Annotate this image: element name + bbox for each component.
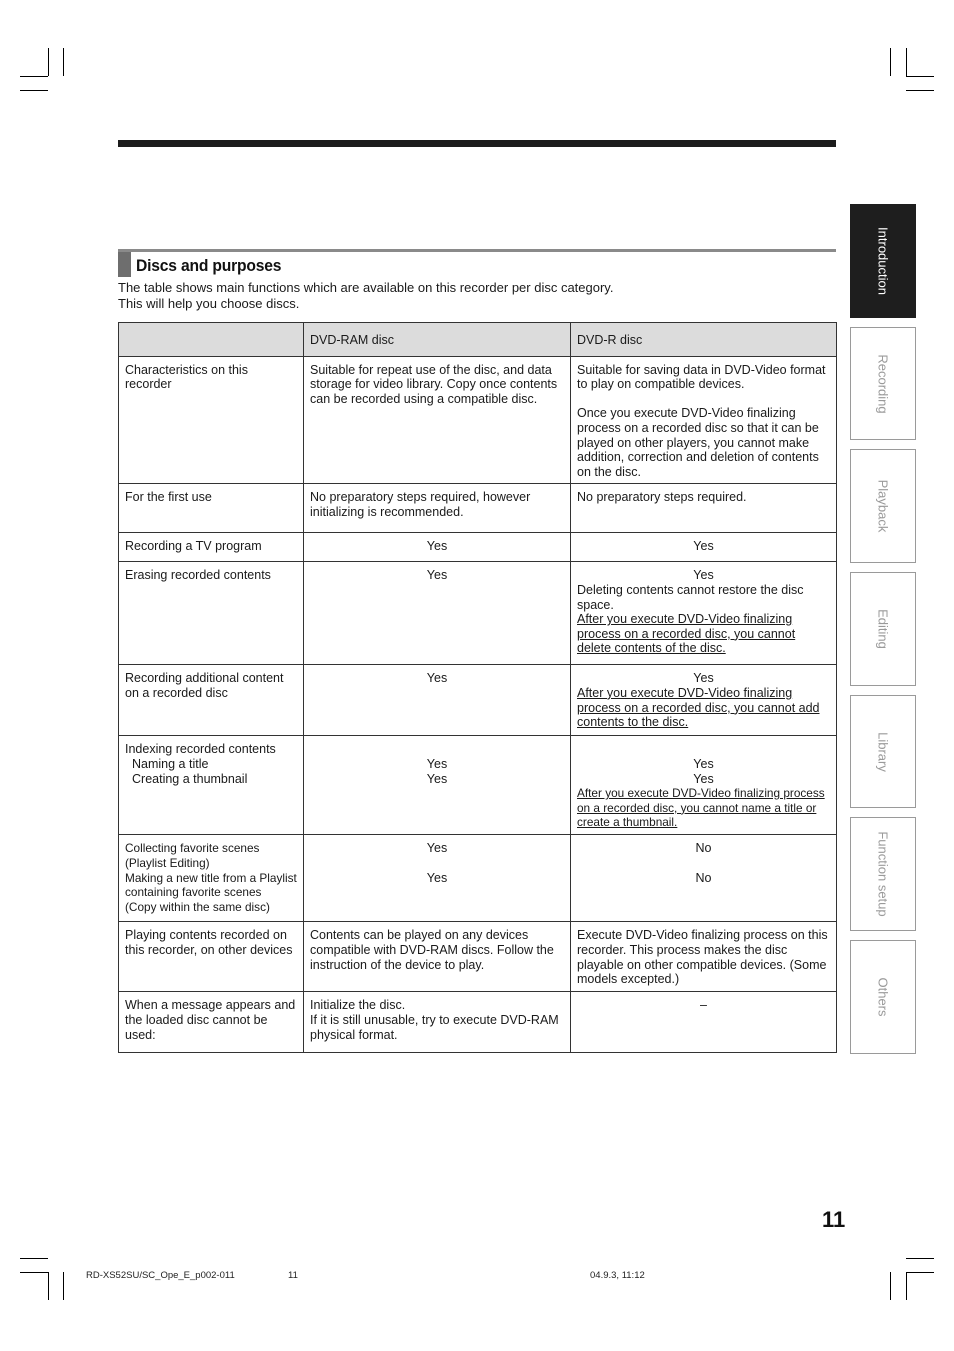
- dvd-r-cell: –: [571, 992, 837, 1053]
- dvd-r-underlined-note: After you execute DVD-Video finalizing process on a recorded disc, you cannot name a title or create a thumbnail.: [577, 786, 825, 830]
- intro-line: The table shows main functions which are available on this recorder per disc category.: [118, 280, 614, 295]
- table-row: [119, 835, 837, 922]
- dvd-r-cell: [571, 665, 837, 736]
- row-label: For the first use: [119, 484, 304, 533]
- crop-mark: [20, 1272, 48, 1273]
- dvd-r-cell: [571, 356, 837, 484]
- table-row: [119, 356, 837, 484]
- dvd-r-yes: Yes: [693, 756, 714, 771]
- dvd-r-yes: Yes: [693, 771, 714, 786]
- table-row: [119, 736, 837, 835]
- dvd-ram-cell: Contents can be played on any devices compatible with DVD-RAM discs. Follow the instruction of the device to play.: [304, 922, 571, 992]
- crop-mark: [906, 1272, 934, 1273]
- dvd-ram-cell: Yes: [304, 562, 571, 665]
- tab-others[interactable]: [850, 940, 916, 1054]
- table-row: [119, 665, 837, 736]
- dvd-ram-cell: [304, 835, 571, 922]
- dvd-r-no: No: [695, 870, 712, 885]
- row-label-text: Making a new title from a Playlist containing favorite scenes: [125, 870, 297, 900]
- tab-playback[interactable]: [850, 449, 916, 563]
- crop-mark: [906, 1272, 907, 1300]
- dvd-r-text: Once you execute DVD-Video finalizing process on a recorded disc so that it can be played on other players, you cannot make addition, correction and deletion of contents on the disc.: [577, 406, 819, 479]
- tab-label: Recording: [875, 353, 891, 414]
- dvd-r-cell: Execute DVD-Video finalizing process on this recorder. This process makes the disc playable on other compatible devices. (Some models excepted.): [571, 922, 837, 992]
- row-label: [119, 736, 304, 835]
- dvd-r-yes: Yes: [693, 671, 714, 686]
- row-label: Playing contents recorded on this recorder, on other devices: [119, 922, 304, 992]
- dvd-ram-cell: Suitable for repeat use of the disc, and data storage for video library. Copy once contents can be recorded using a compatible disc.: [304, 356, 571, 484]
- dvd-r-yes: Yes: [693, 568, 714, 583]
- dvd-ram-yes: Yes: [426, 870, 448, 885]
- crop-mark: [906, 76, 934, 77]
- footer-page: 11: [288, 1270, 298, 1281]
- crop-mark: [63, 1272, 64, 1300]
- dvd-ram-text: If it is still unusable, try to execute DVD-RAM physical format.: [310, 1012, 559, 1042]
- crop-mark: [48, 1272, 49, 1300]
- dvd-ram-cell: No preparatory steps required, however initializing is recommended.: [304, 484, 571, 533]
- row-label-text: Collecting favorite scenes: [125, 841, 260, 856]
- crop-mark: [20, 90, 48, 91]
- dvd-r-no: No: [695, 841, 712, 856]
- dvd-ram-cell: Yes: [304, 533, 571, 562]
- footer-file: RD-XS52SU/SC_Ope_E_p002-011: [86, 1270, 235, 1281]
- table-row: [119, 533, 837, 562]
- tab-label: Editing: [875, 609, 891, 649]
- dvd-r-underlined-note: After you execute DVD-Video finalizing process on a recorded disc, you cannot add contents to the disc.: [577, 685, 820, 730]
- dvd-ram-yes: Yes: [426, 771, 448, 786]
- header-bar: [118, 140, 836, 147]
- dvd-ram-cell: [304, 992, 571, 1053]
- dvd-ram-cell: Yes: [304, 665, 571, 736]
- disc-comparison-table: [118, 322, 837, 1053]
- dvd-r-cell: Yes: [571, 533, 837, 562]
- table-row: [119, 484, 837, 533]
- row-label: Recording a TV program: [119, 533, 304, 562]
- tab-label: Others: [875, 977, 891, 1017]
- tab-recording[interactable]: [850, 327, 916, 440]
- intro-text: [118, 280, 613, 312]
- row-label-text: (Playlist Editing): [125, 855, 210, 870]
- dvd-ram-yes: Yes: [426, 841, 448, 856]
- section-title: Discs and purposes: [136, 256, 282, 275]
- row-label-text: Indexing recorded contents: [125, 742, 276, 757]
- header-cell-dvd-ram: DVD-RAM disc: [304, 323, 571, 357]
- crop-mark: [63, 48, 64, 76]
- row-sublabel: Naming a title: [132, 756, 209, 771]
- dvd-r-cell: [571, 736, 837, 835]
- tab-library[interactable]: [850, 695, 916, 808]
- row-label: Erasing recorded contents: [119, 562, 304, 665]
- crop-mark: [48, 48, 49, 76]
- crop-mark: [20, 76, 48, 77]
- section-rule: [118, 249, 836, 252]
- row-label: When a message appears and the loaded disc cannot be used:: [119, 992, 304, 1053]
- tab-label: Playback: [875, 479, 891, 533]
- tab-function-setup[interactable]: [850, 817, 916, 931]
- crop-mark: [906, 1258, 934, 1259]
- tab-introduction[interactable]: [850, 204, 916, 318]
- row-label: [119, 835, 304, 922]
- dvd-ram-text: Initialize the disc.: [310, 998, 406, 1013]
- dvd-r-note: Deleting contents cannot restore the disc space.: [577, 582, 804, 612]
- header-cell-empty: [119, 323, 304, 357]
- row-label: Recording additional content on a recorded disc: [119, 665, 304, 736]
- row-label: Characteristics on this recorder: [119, 356, 304, 484]
- dvd-r-cell: [571, 562, 837, 665]
- crop-mark: [890, 48, 891, 76]
- tab-label: Introduction: [875, 227, 891, 295]
- dvd-ram-yes: Yes: [426, 756, 448, 771]
- crop-mark: [906, 90, 934, 91]
- crop-mark: [20, 1258, 48, 1259]
- dvd-r-text: Suitable for saving data in DVD-Video format to play on compatible devices.: [577, 362, 826, 392]
- dvd-r-cell: No preparatory steps required.: [571, 484, 837, 533]
- page-number: 11: [822, 1207, 846, 1232]
- row-sublabel: Creating a thumbnail: [132, 771, 248, 786]
- crop-mark: [890, 1272, 891, 1300]
- crop-mark: [906, 48, 907, 76]
- dvd-r-cell: [571, 835, 837, 922]
- footer-date: 04.9.3, 11:12: [590, 1270, 645, 1281]
- dvd-r-underlined-note: After you execute DVD-Video finalizing process on a recorded disc, you cannot delete contents of the disc.: [577, 612, 796, 656]
- section-marker: [118, 252, 131, 277]
- table-row: [119, 922, 837, 992]
- tab-editing[interactable]: [850, 572, 916, 686]
- table-row: [119, 992, 837, 1053]
- table-row: [119, 562, 837, 665]
- row-label-text: (Copy within the same disc): [125, 899, 270, 914]
- tab-label: Function setup: [875, 831, 891, 917]
- dvd-ram-cell: [304, 736, 571, 835]
- tab-label: Library: [875, 731, 891, 772]
- header-cell-dvd-r: DVD-R disc: [571, 323, 837, 357]
- intro-line: This will help you choose discs.: [118, 296, 300, 311]
- table-header-row: [119, 323, 837, 357]
